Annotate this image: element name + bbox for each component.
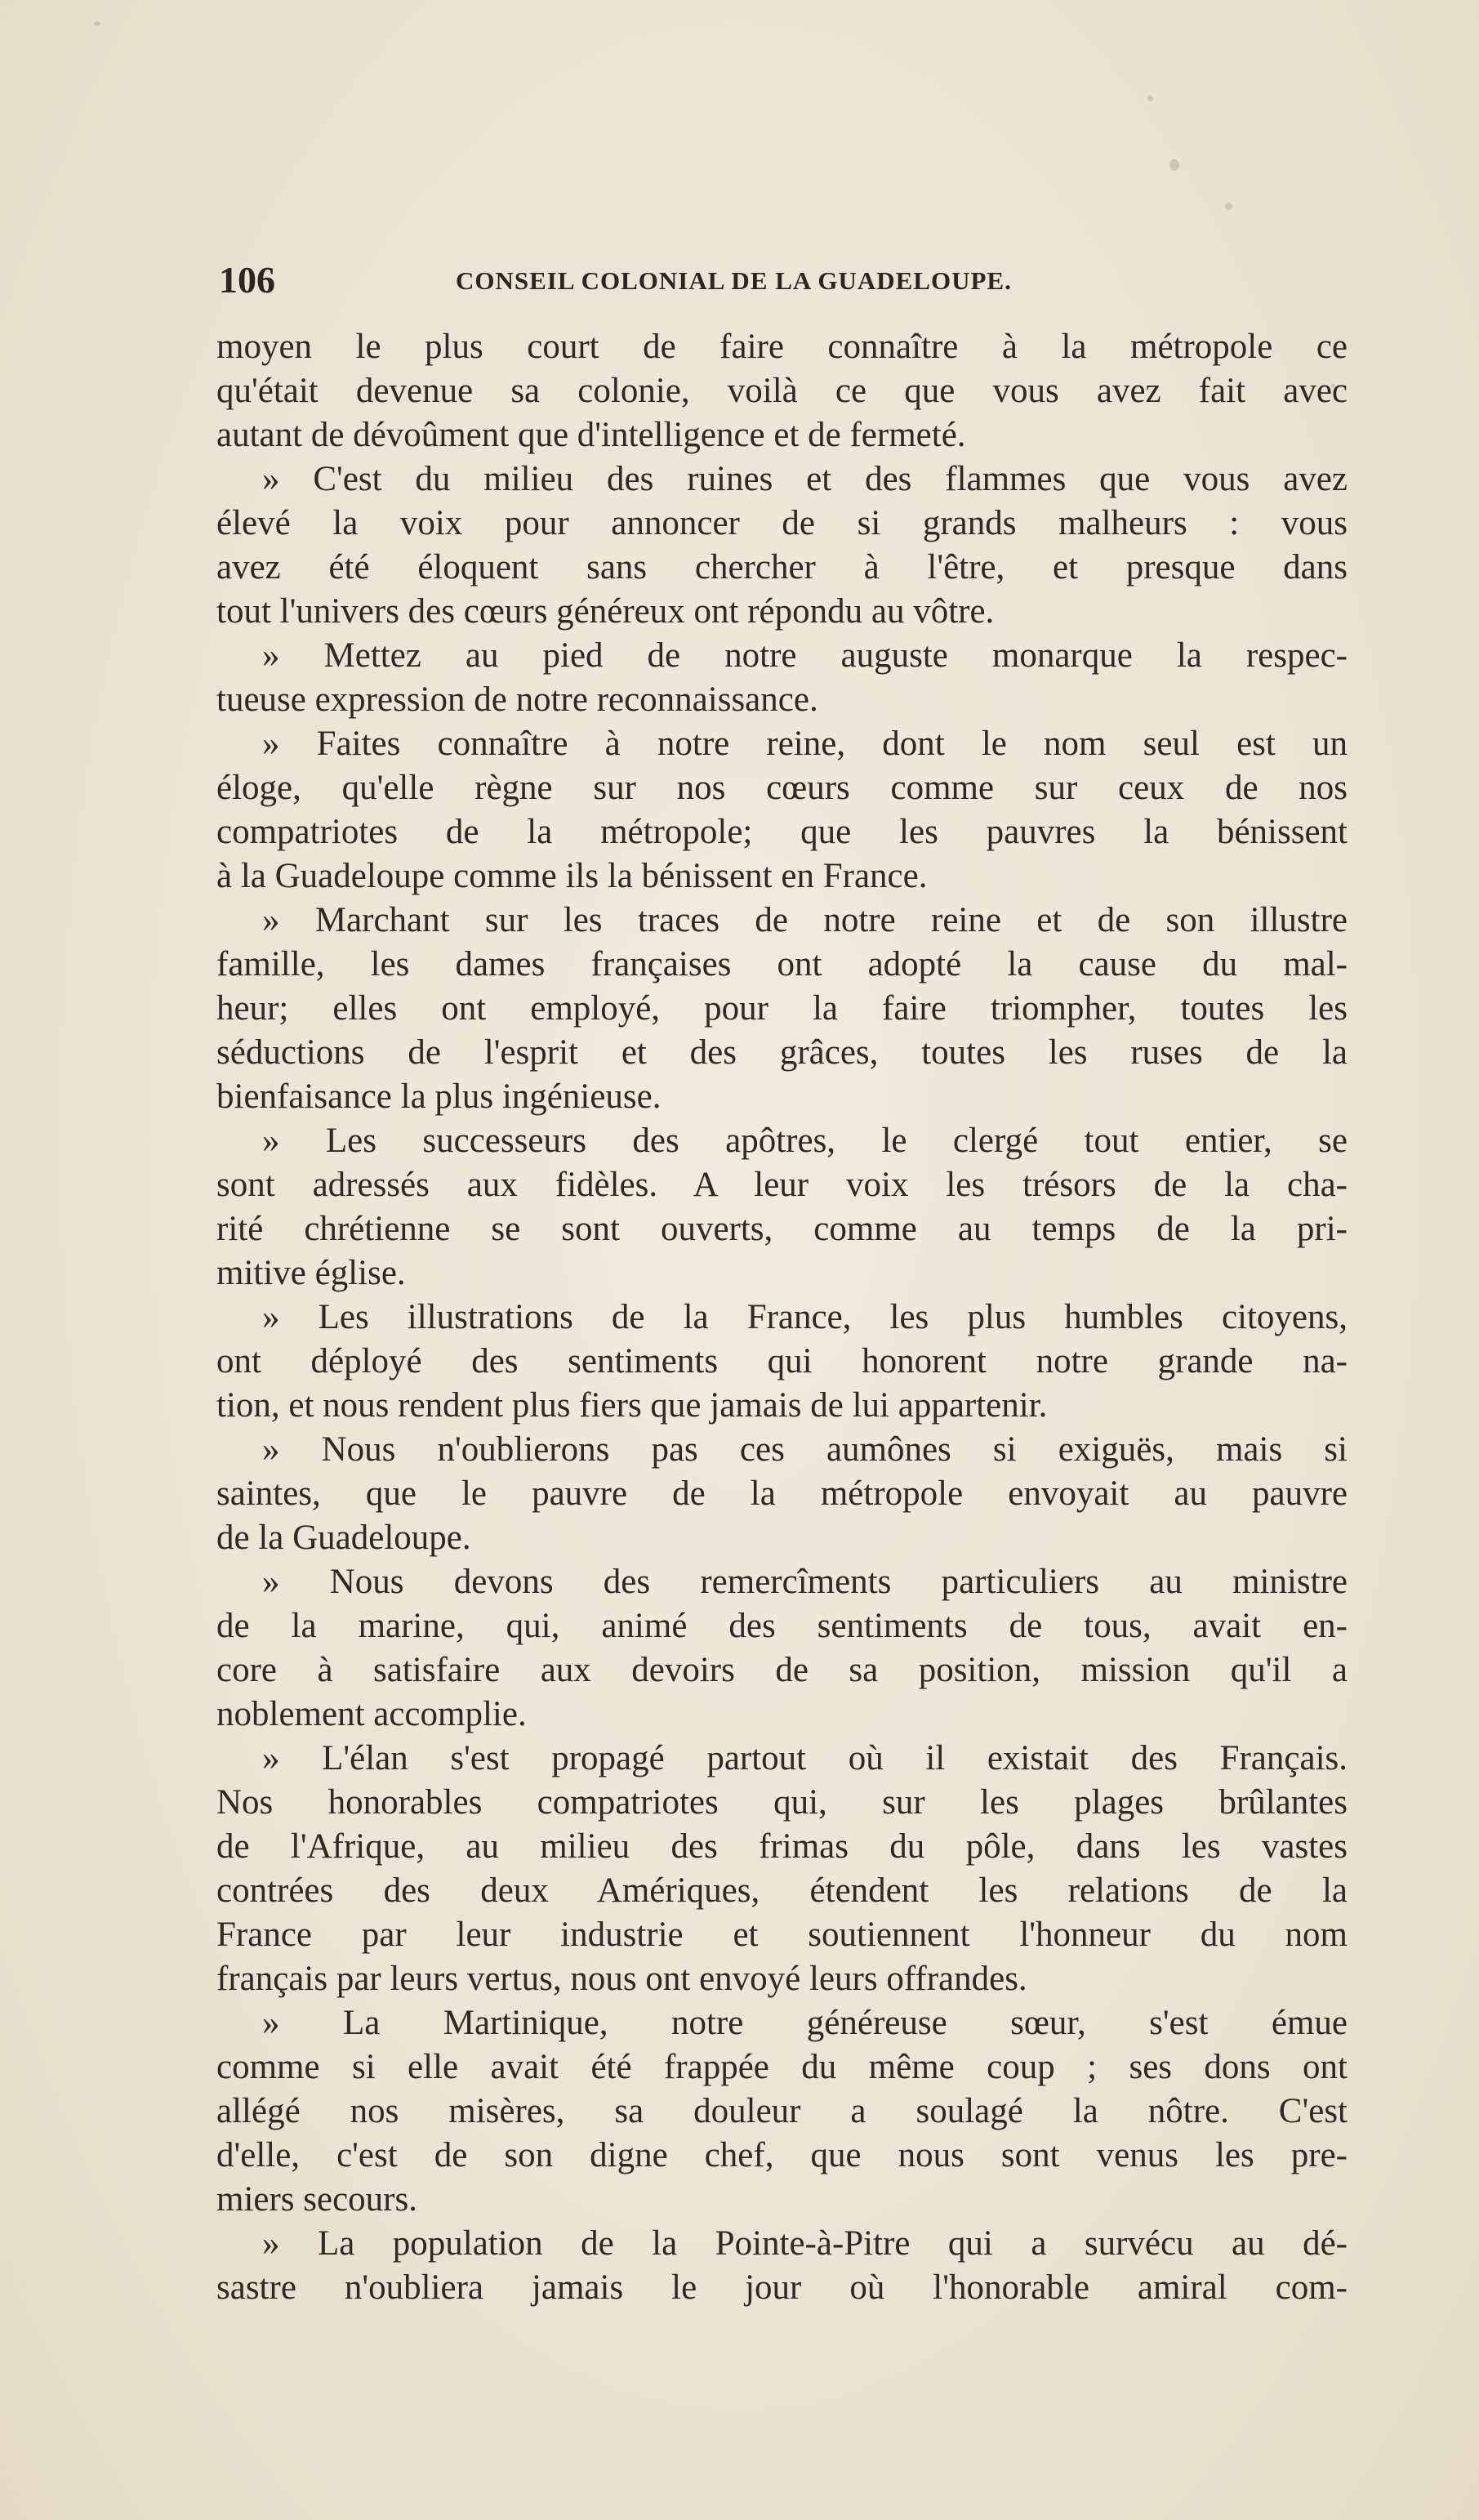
text-line: qu'était devenue sa colonie, voilà ce que vous avez fait avec bbox=[216, 372, 1348, 410]
text-line: éloge, qu'elle règne sur nos cœurs comme sur ceux de nos bbox=[216, 769, 1348, 807]
text-line: miers secours. bbox=[216, 2180, 417, 2219]
text-line: ont déployé des sentiments qui honorent notre grande na- bbox=[216, 1342, 1348, 1380]
text-line: » Les illustrations de la France, les plus humbles citoyens, bbox=[262, 1298, 1348, 1336]
text-line: tout l'univers des cœurs généreux ont répondu au vôtre. bbox=[216, 592, 995, 631]
paper-foxing-spot bbox=[94, 21, 100, 26]
text-line: comme si elle avait été frappée du même coup ; ses dons ont bbox=[216, 2048, 1348, 2086]
page-header bbox=[219, 260, 1117, 301]
text-line: France par leur industrie et soutiennent l'honneur du nom bbox=[216, 1916, 1348, 1954]
text-line: à la Guadeloupe comme ils la bénissent en France. bbox=[216, 857, 928, 895]
text-line: contrées des deux Amériques, étendent les relations de la bbox=[216, 1871, 1348, 1910]
text-line: » La Martinique, notre généreuse sœur, s'est émue bbox=[262, 2004, 1348, 2042]
text-line: moyen le plus court de faire connaître à la métropole ce bbox=[216, 328, 1348, 366]
text-line: tueuse expression de notre reconnaissance. bbox=[216, 680, 818, 719]
text-line: de la Guadeloupe. bbox=[216, 1519, 471, 1557]
text-line: heur; elles ont employé, pour la faire triompher, toutes les bbox=[216, 989, 1348, 1028]
running-head: CONSEIL COLONIAL DE LA GUADELOUPE. bbox=[456, 266, 1012, 295]
text-line: noblement accomplie. bbox=[216, 1695, 527, 1733]
text-line: » Mettez au pied de notre auguste monarque la respec- bbox=[262, 636, 1348, 675]
text-line: » Les successeurs des apôtres, le clergé tout entier, se bbox=[262, 1122, 1348, 1160]
text-line: sont adressés aux fidèles. A leur voix les trésors de la cha- bbox=[216, 1166, 1348, 1204]
text-line: » Marchant sur les traces de notre reine et de son illustre bbox=[262, 901, 1348, 939]
text-line: bienfaisance la plus ingénieuse. bbox=[216, 1077, 662, 1116]
text-line: » Faites connaître à notre reine, dont le nom seul est un bbox=[262, 725, 1348, 763]
paper-foxing-spot bbox=[1225, 203, 1232, 210]
text-line: » Nous n'oublierons pas ces aumônes si exiguës, mais si bbox=[262, 1430, 1348, 1469]
page-number: 106 bbox=[219, 259, 275, 301]
text-line: autant de dévoûment que d'intelligence et de fermeté. bbox=[216, 416, 966, 454]
text-line: » Nous devons des remercîments particuliers au ministre bbox=[262, 1563, 1348, 1601]
text-line: » La population de la Pointe-à-Pitre qui a survécu au dé- bbox=[262, 2224, 1348, 2263]
text-line: mitive église. bbox=[216, 1254, 406, 1292]
text-line: compatriotes de la métropole; que les pauvres la bénissent bbox=[216, 813, 1348, 851]
text-line: tion, et nous rendent plus fiers que jamais de lui appartenir. bbox=[216, 1386, 1048, 1425]
text-line: français par leurs vertus, nous ont envoyé leurs offrandes. bbox=[216, 1960, 1027, 1998]
text-line: d'elle, c'est de son digne chef, que nous sont venus les pre- bbox=[216, 2136, 1348, 2174]
body-text bbox=[216, 325, 1348, 2310]
text-line: rité chrétienne se sont ouverts, comme au temps de la pri- bbox=[216, 1210, 1348, 1248]
text-line: sastre n'oubliera jamais le jour où l'honorable amiral com- bbox=[216, 2268, 1348, 2307]
paper-foxing-spot bbox=[1169, 159, 1179, 171]
text-line: saintes, que le pauvre de la métropole envoyait au pauvre bbox=[216, 1474, 1348, 1513]
text-line: avez été éloquent sans chercher à l'être, et presque dans bbox=[216, 548, 1348, 587]
text-line: élevé la voix pour annoncer de si grands malheurs : vous bbox=[216, 504, 1348, 542]
paper-foxing-spot bbox=[1147, 96, 1153, 101]
text-line: » C'est du milieu des ruines et des flammes que vous avez bbox=[262, 460, 1348, 498]
text-line: core à satisfaire aux devoirs de sa position, mission qu'il a bbox=[216, 1651, 1348, 1689]
text-line: » L'élan s'est propagé partout où il existait des Français. bbox=[262, 1739, 1348, 1777]
text-line: Nos honorables compatriotes qui, sur les plages brûlantes bbox=[216, 1783, 1348, 1822]
text-line: séductions de l'esprit et des grâces, toutes les ruses de la bbox=[216, 1033, 1348, 1072]
text-line: de la marine, qui, animé des sentiments de tous, avait en- bbox=[216, 1607, 1348, 1645]
text-line: de l'Afrique, au milieu des frimas du pôle, dans les vastes bbox=[216, 1827, 1348, 1866]
text-line: allégé nos misères, sa douleur a soulagé la nôtre. C'est bbox=[216, 2092, 1348, 2130]
text-line: famille, les dames françaises ont adopté la cause du mal- bbox=[216, 945, 1348, 983]
